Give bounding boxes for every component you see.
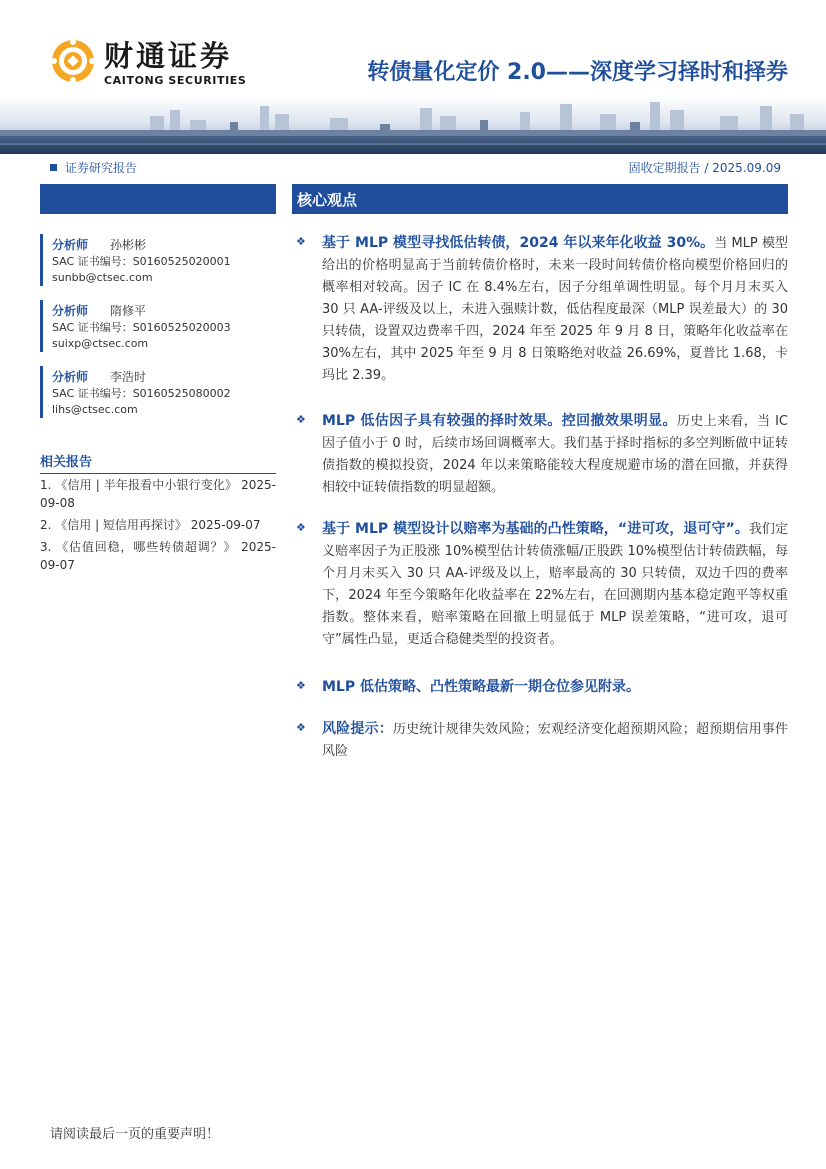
- related-report-link[interactable]: 3. 《估值回稳，哪些转债超调？》 2025-09-07: [40, 540, 276, 572]
- diamond-bullet-icon: ❖: [296, 413, 306, 426]
- analyst-role: 分析师: [52, 238, 89, 252]
- analyst-email[interactable]: lihs@ctsec.com: [52, 403, 138, 416]
- risk-warning: [296, 718, 788, 763]
- square-bullet-icon: [50, 164, 57, 171]
- key-point: [296, 410, 788, 499]
- core-views-title: 核心观点: [297, 191, 358, 209]
- analyst-email[interactable]: suixp@ctsec.com: [52, 337, 149, 350]
- report-type-date: 固收定期报告 / 2025.09.09: [628, 161, 781, 175]
- analyst-email[interactable]: sunbb@ctsec.com: [52, 271, 153, 284]
- related-report-link[interactable]: 1. 《信用 | 半年报看中小银行变化》 2025-09-08: [40, 478, 276, 510]
- analyst-name: 隋修平: [110, 304, 147, 318]
- key-point-body: 我们定义赔率因子为正股涨 10%模型估计转债涨幅/正股跌 10%模型估计转债跌幅，每个月月末买入 30 只 AA-评级及以上，赔率最高的 30 只转债，双边千四的费率下，2024 年至今策略年化收益率在 22%左右，在回测期内基本稳定跑平等权重指数。整体来看，赔率策略在回撤上明显低于 MLP 误差策略，“进可攻，退可守”属性凸显，更适合稳健类型的投资者。: [322, 522, 788, 647]
- key-point-lead: 基于 MLP 模型寻找低估转债，2024 年以来年化收益 30%。: [322, 235, 715, 251]
- key-point-lead: 基于 MLP 模型设计以赔率为基础的凸性策略，“进可攻，退可守”。: [322, 521, 749, 537]
- related-reports-divider: [40, 473, 276, 474]
- report-title: 转债量化定价 2.0——深度学习择时和择券: [367, 60, 788, 85]
- logo-english-name: CAITONG SECURITIES: [104, 74, 247, 87]
- key-point-body: 当 MLP 模型给出的价格明显高于当前转债价格时，未来一段时间转债价格向模型价格回归的概率相对较高。因子 IC 在 8.4%左右，因子分组单调性明显。每个月月末买入 30 只 AA-评级及以上，未进入强赎计数，低估程度最深（MLP 误差最大）的 30 只转债，设置双边费率千四，2024 年至 2025 年 9 月 8 日，策略年化收益率在 30%左右，其中 2025 年至 9 月 8 日策略绝对收益 26.69%，夏普比 1.68，卡玛比 2.39。: [322, 236, 788, 383]
- analyst-role: 分析师: [52, 304, 89, 318]
- risk-warning-lead: 风险提示：: [322, 721, 393, 737]
- analyst-sac: SAC 证书编号：S0160525020001: [52, 255, 231, 268]
- key-point: [296, 518, 788, 651]
- related-report-link[interactable]: 2. 《信用 | 短信用再探讨》 2025-09-07: [40, 518, 261, 532]
- analyst-name: 孙彬彬: [110, 238, 147, 252]
- analyst-card: [40, 234, 276, 286]
- city-skyline-banner: [0, 96, 826, 154]
- report-category: [50, 160, 137, 176]
- diamond-bullet-icon: ❖: [296, 679, 306, 692]
- related-reports-title: 相关报告: [40, 455, 93, 470]
- related-reports-list: [40, 476, 276, 578]
- logo-chinese-name: 财通证券: [104, 39, 233, 73]
- analyst-name: 李浩时: [110, 370, 147, 384]
- left-header-bar: [40, 184, 276, 214]
- analyst-card: [40, 366, 276, 418]
- core-views-header-bar: [292, 184, 788, 214]
- key-point-lead: MLP 低估策略、凸性策略最新一期仓位参见附录。: [322, 679, 640, 695]
- key-point-lead: MLP 低估因子具有较强的择时效果。控回撤效果明显。: [322, 413, 677, 429]
- key-point: [296, 232, 788, 387]
- analyst-sac: SAC 证书编号：S0160525080002: [52, 387, 231, 400]
- company-logo-icon: [50, 38, 96, 84]
- disclaimer-note: 请阅读最后一页的重要声明！: [50, 1127, 220, 1142]
- analyst-role: 分析师: [52, 370, 89, 384]
- diamond-bullet-icon: ❖: [296, 721, 306, 734]
- diamond-bullet-icon: ❖: [296, 521, 306, 534]
- risk-warning-body: 历史统计规律失效风险；宏观经济变化超预期风险；超预期信用事件风险: [322, 722, 788, 759]
- diamond-bullet-icon: ❖: [296, 235, 306, 248]
- key-point: [296, 676, 788, 699]
- report-category-label: 证券研究报告: [65, 161, 138, 175]
- key-point-body: 历史上来看，当 IC 因子值小于 0 时，后续市场回调概率大。我们基于择时指标的多空判断做中证转债指数的模拟投资，2024 年以来策略能较大程度规避市场的潜在回撤，并获得相较中证转债指数的明显超额。: [322, 414, 788, 495]
- analyst-sac: SAC 证书编号：S0160525020003: [52, 321, 231, 334]
- analyst-card: [40, 300, 276, 352]
